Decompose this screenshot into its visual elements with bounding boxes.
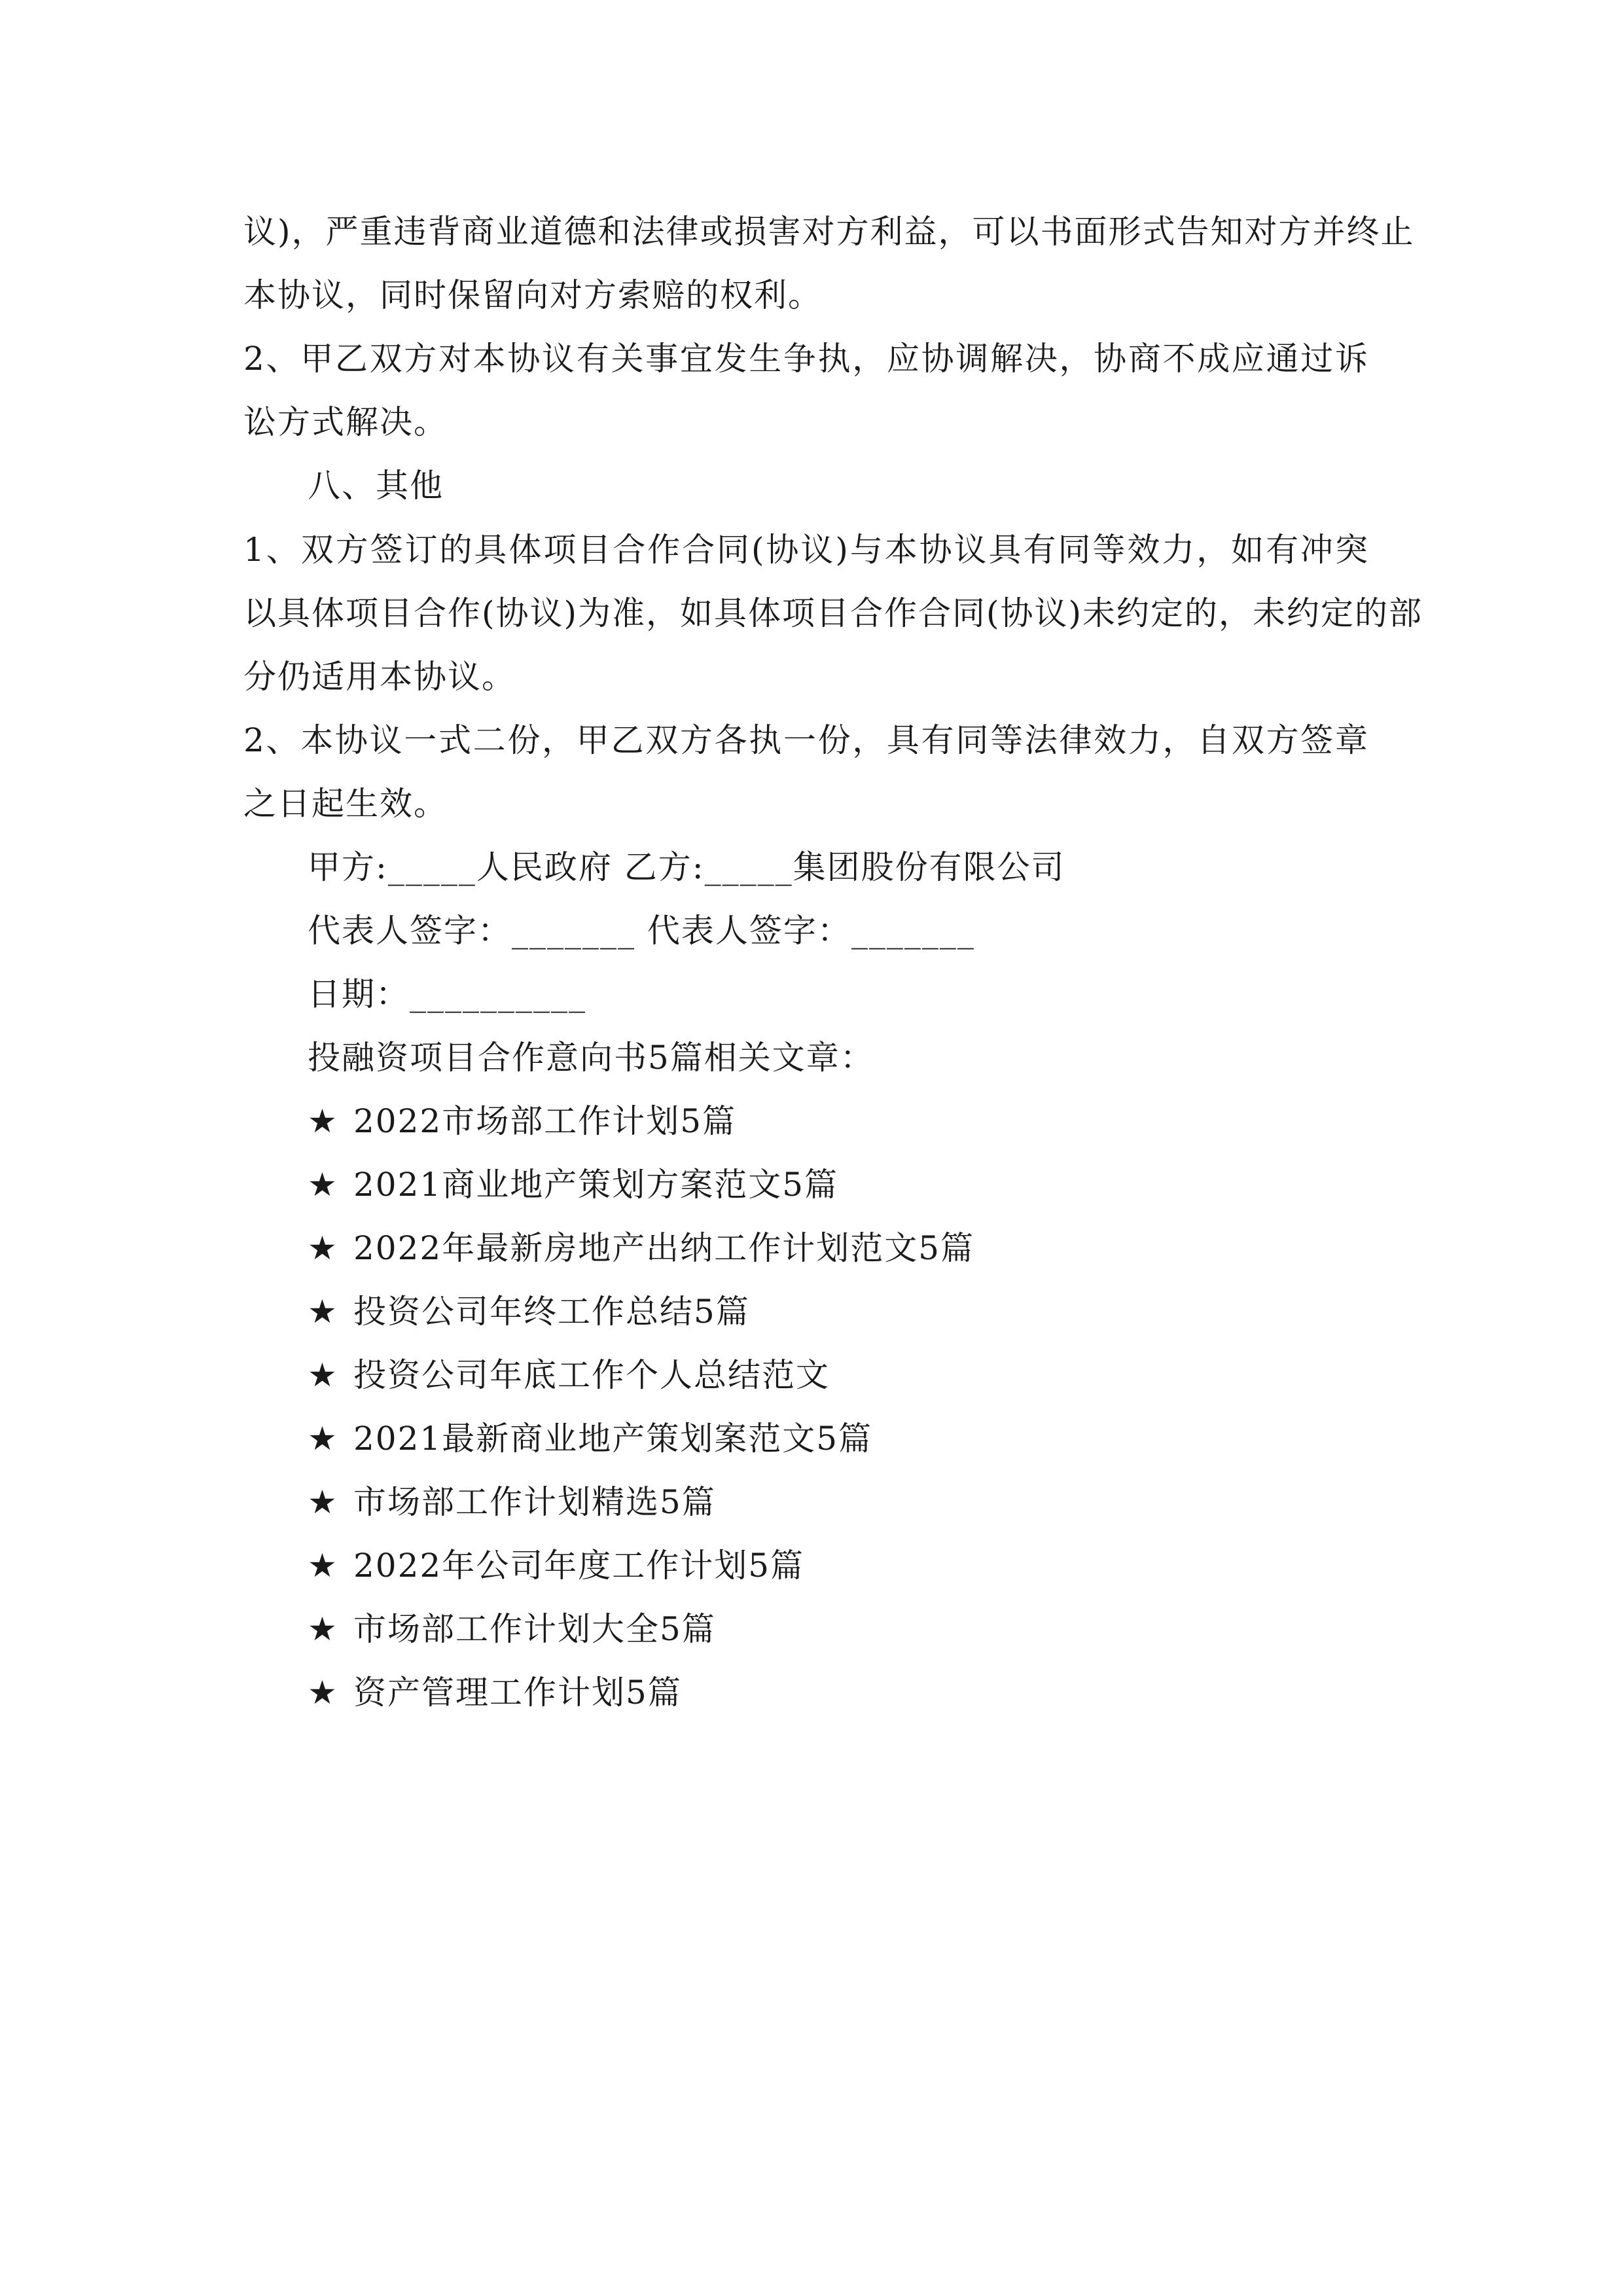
star-icon: ★ [308,1166,338,1204]
star-icon: ★ [308,1547,338,1585]
related-article-title: 投资公司年终工作总结5篇 [353,1293,750,1331]
star-icon: ★ [308,1674,338,1712]
related-article-link[interactable] [308,1482,716,1522]
related-article-title: 2021商业地产策划方案范文5篇 [353,1166,839,1204]
related-article-link[interactable] [308,1355,830,1395]
related-article-title: 资产管理工作计划5篇 [353,1674,682,1712]
paragraph-line: 本协议，同时保留向对方索赔的权利。 [243,276,822,314]
paragraph-line: 之日起生效。 [243,785,448,823]
star-icon: ★ [308,1356,338,1394]
related-article-title: 市场部工作计划大全5篇 [353,1610,716,1648]
star-icon: ★ [308,1229,338,1267]
star-icon: ★ [308,1293,338,1331]
related-article-title: 2022年最新房地产出纳工作计划范文5篇 [353,1229,975,1267]
paragraph-line: 议)，严重违背商业道德和法律或损害对方利益，可以书面形式告知对方并终止 [243,213,1415,251]
related-article-link[interactable] [308,1229,974,1268]
signature-representatives: 代表人签字：_______ 代表人签字：_______ [308,912,975,950]
signature-parties: 甲方:_____人民政府 乙方:_____集团股份有限公司 [308,848,1065,886]
star-icon: ★ [308,1420,338,1458]
paragraph-line: 1、双方签订的具体项目合作合同(协议)与本协议具有同等效力，如有冲突 [243,531,1369,569]
related-article-link[interactable] [308,1609,716,1649]
related-article-link[interactable] [308,1419,872,1458]
star-icon: ★ [308,1102,338,1140]
star-icon: ★ [308,1610,338,1648]
star-icon: ★ [308,1483,338,1521]
related-article-title: 市场部工作计划精选5篇 [353,1483,716,1521]
related-article-title: 投资公司年底工作个人总结范文 [353,1356,830,1394]
signature-date: 日期：__________ [308,975,586,1013]
related-article-title: 2021最新商业地产策划案范文5篇 [353,1420,873,1458]
related-article-title: 2022年公司年度工作计划5篇 [353,1547,805,1585]
paragraph-line: 2、本协议一式二份，甲乙双方各执一份，具有同等法律效力，自双方签章 [243,721,1369,759]
paragraph-line: 2、甲乙双方对本协议有关事宜发生争执，应协调解决，协商不成应通过诉 [243,340,1369,378]
related-article-link[interactable] [308,1292,750,1331]
paragraph-line: 分仍适用本协议。 [243,658,516,696]
paragraph-line: 讼方式解决。 [243,403,448,441]
related-article-link[interactable] [308,1165,838,1204]
related-article-title: 2022市场部工作计划5篇 [353,1102,737,1140]
related-articles-heading: 投融资项目合作意向书5篇相关文章： [308,1039,874,1077]
related-article-link[interactable] [308,1546,804,1585]
paragraph-line: 以具体项目合作(协议)为准，如具体项目合作合同(协议)未约定的，未约定的部 [243,594,1423,632]
related-article-link[interactable] [308,1102,736,1141]
section-heading: 八、其他 [308,467,444,505]
related-article-link[interactable] [308,1673,682,1712]
